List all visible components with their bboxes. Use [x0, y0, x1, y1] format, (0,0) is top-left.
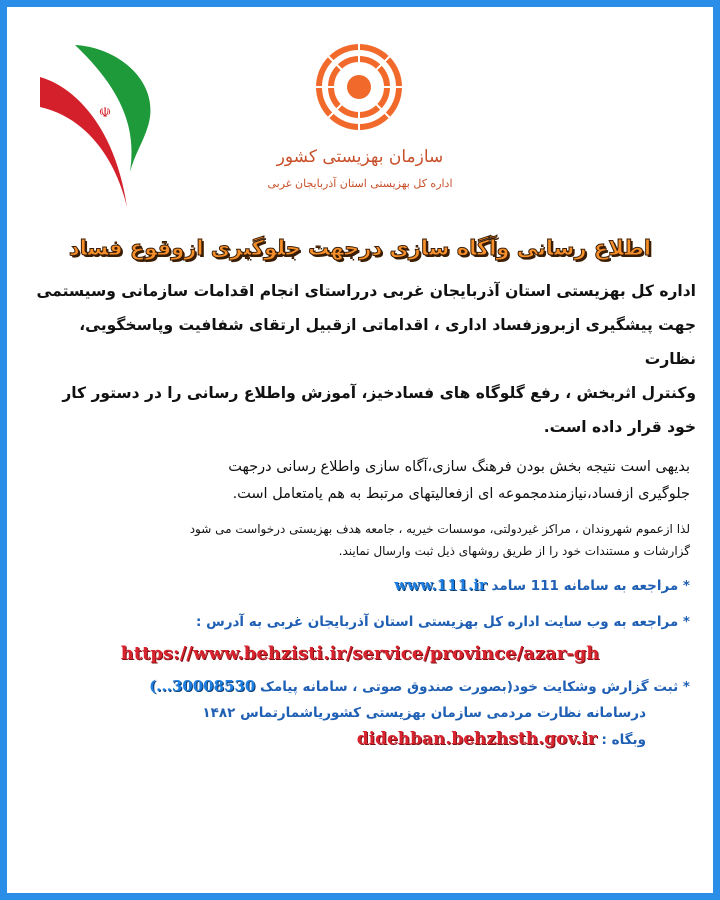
para3-line: گزارشات و مستندات خود را از طریق روشهای ذیل ثبت وارسال نمایند. [338, 544, 690, 558]
didehban-link[interactable]: didehban.behzhsth.gov.ir [356, 729, 597, 749]
para2-line: بدیهی است نتیجه بخش بودن فرهنگ سازی،آگاه سازی واطلاع رسانی درجهت [228, 459, 690, 475]
samad-link[interactable]: www.111.ir [394, 576, 487, 594]
behzisti-logo-icon [309, 37, 409, 137]
item-report-line2: درسامانه نظارت مردمی سازمان بهزیستی کشوریاشمارتماس ۱۴۸۲ [202, 705, 646, 721]
para1-line: وکنترل اثربخش ، رفع گلوگاه های فسادخیز، آموزش واطلاع رسانی را در دستور کار [62, 384, 696, 402]
svg-text:☫: ☫ [98, 105, 112, 121]
para3-line: لذا ازعموم شهروندان ، مراکز غیردولتی، موسسات خیریه ، جامعه هدف بهزیستی درخواست می شود [189, 522, 690, 536]
para1-line: اداره کل بهزیستی استان آذربایجان غربی درراستای انجام اقدامات سازمانی وسیستمی [36, 282, 696, 300]
para2-line: جلوگیری ازفساد،نیازمندمجموعه ای ازفعالیتهای مرتبط به هم یامتعامل است. [232, 486, 690, 502]
para1-line: خود قرار داده است. [543, 418, 696, 436]
item-web [24, 726, 696, 753]
item-website: * مراجعه به وب سایت اداره کل بهزیستی استان آذربایجان غربی به آدرس : [196, 614, 690, 630]
page-title: اطلاع رسانی وآگاه سازی درجهت جلوگیری ازوقوع فساد [68, 236, 652, 260]
item-samad [24, 572, 696, 599]
item-report [24, 673, 696, 700]
org-subname: اداره کل بهزیستی استان آذربایجان غربی [267, 177, 453, 190]
web-label: وبگاه : [601, 732, 646, 748]
org-name: سازمان بهزیستی کشور [276, 147, 444, 167]
item-samad-text: * مراجعه به سامانه 111 سامد [491, 578, 690, 594]
item-report-text: * ثبت گزارش وشکایت خود(بصورت صندوق صوتی ، سامانه پیامک [260, 679, 690, 695]
sms-number: 30008530...) [149, 677, 256, 695]
province-url-link[interactable]: https://www.behzisti.ir/service/province/azar-gh [120, 643, 600, 664]
iran-flag-ribbon-icon [35, 37, 165, 217]
poster-content [24, 228, 696, 753]
para1-line: جهت پیشگیری ازبروزفساد اداری ، اقداماتی ازقبیل ارتقای شفافیت وپاسخگویی، نظارت [79, 316, 696, 368]
